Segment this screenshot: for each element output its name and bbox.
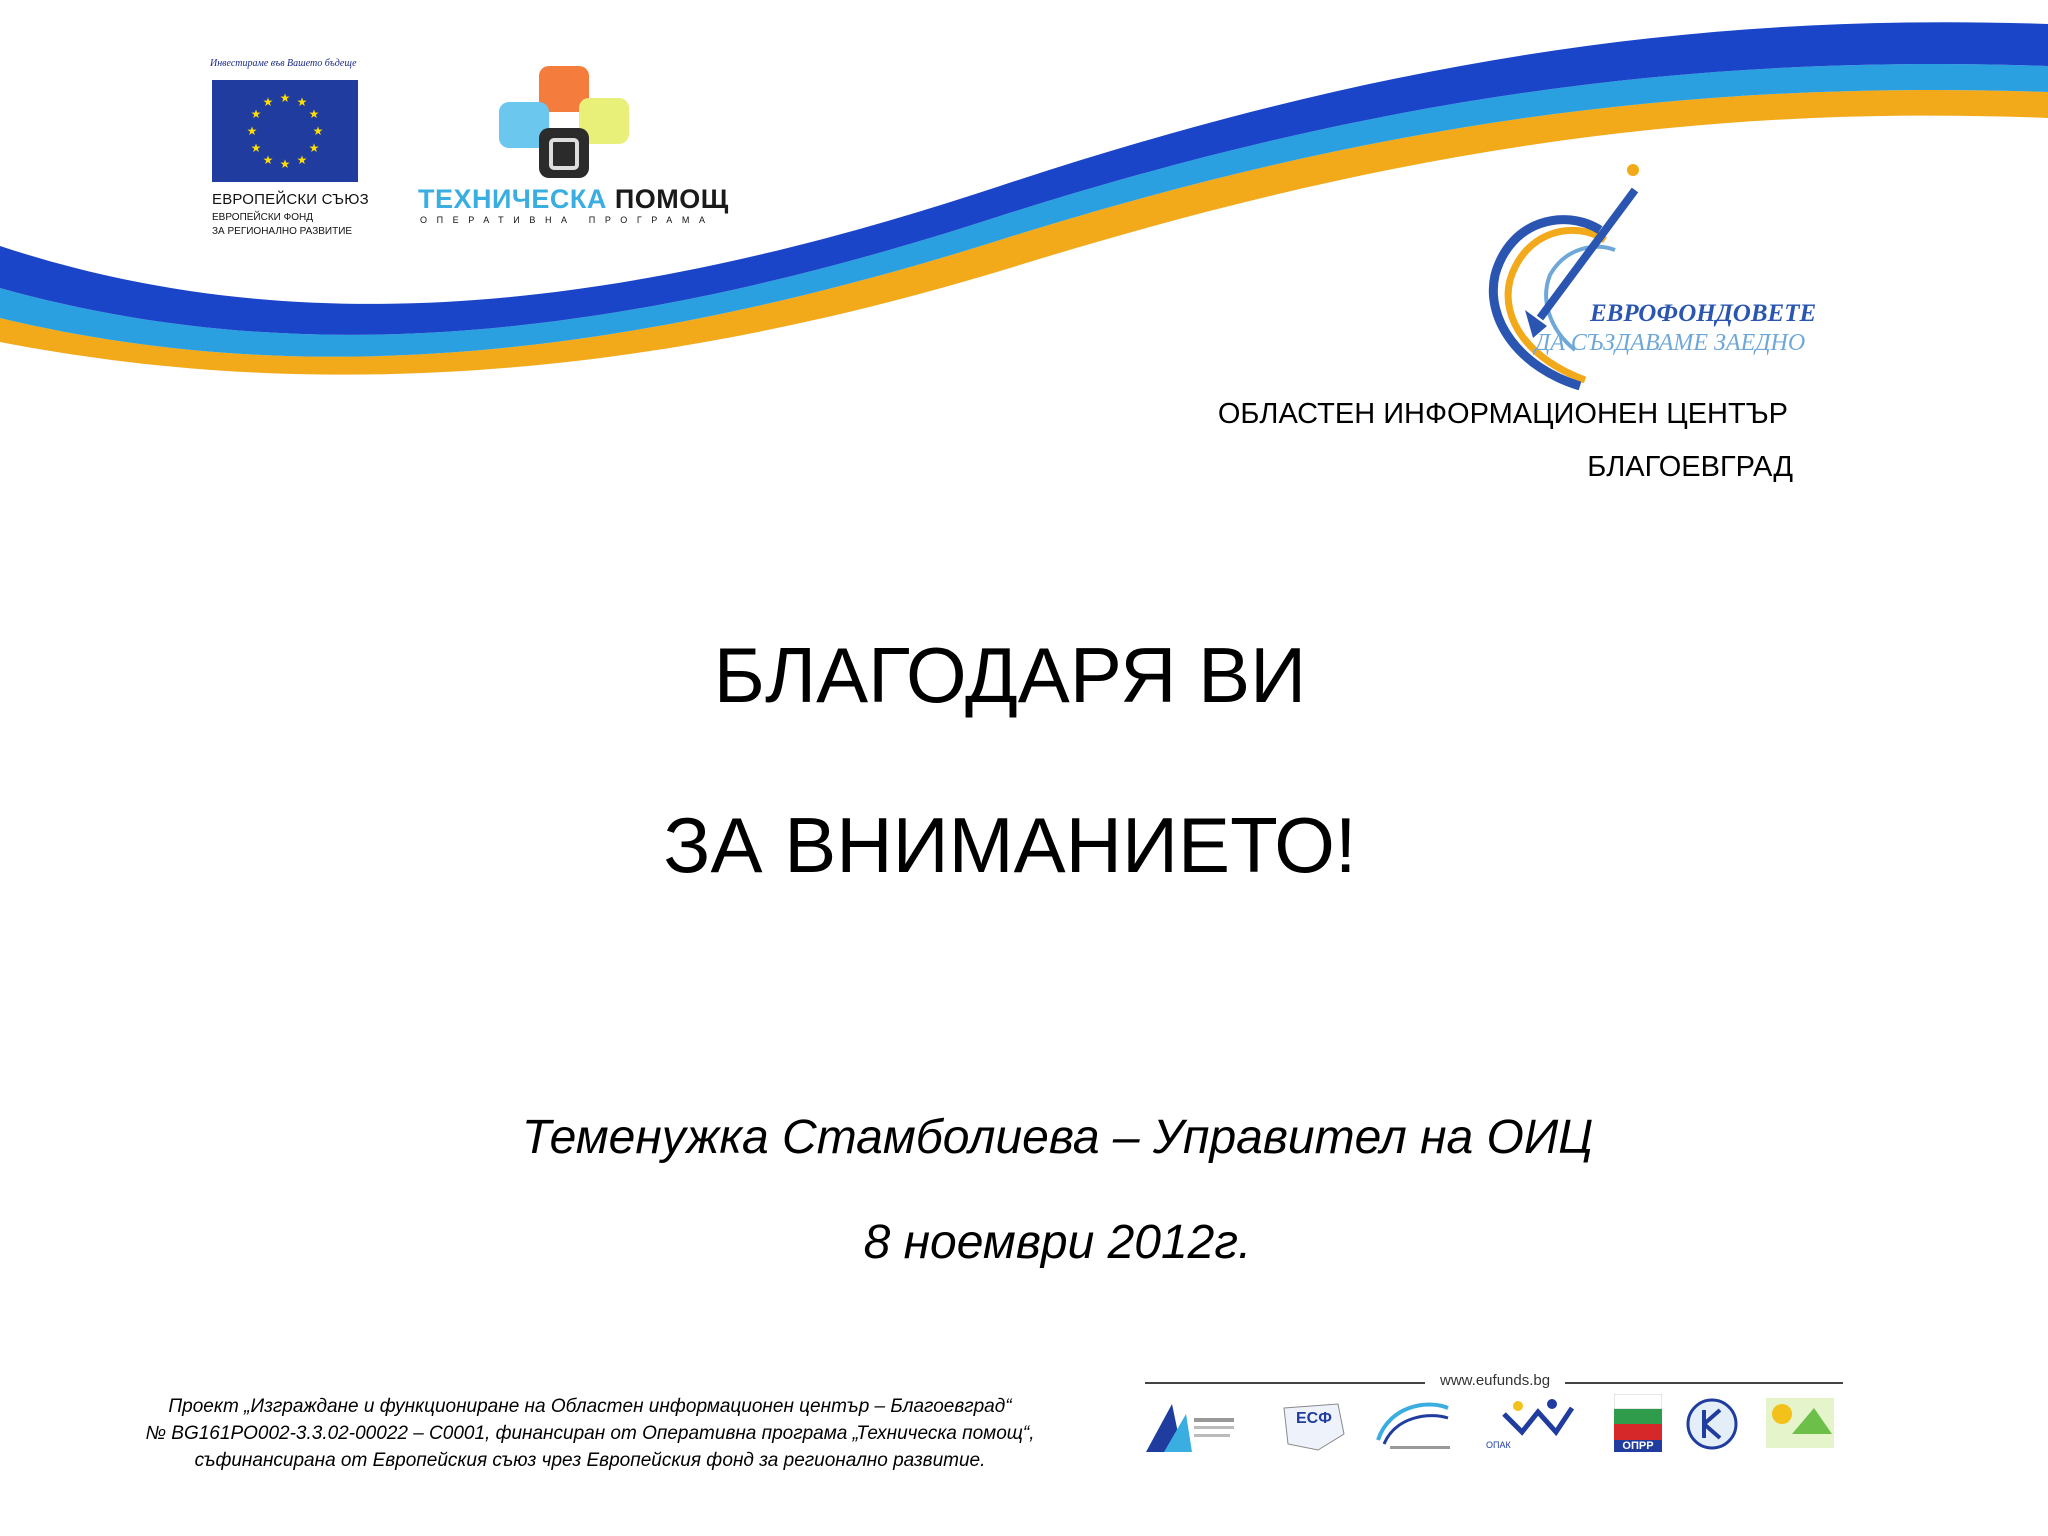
oprr-label: ОПРР bbox=[1614, 1440, 1662, 1452]
thank-you-line2: ЗА ВНИМАНИЕТО! bbox=[663, 801, 1357, 889]
thank-you-line1: БЛАГОДАРЯ ВИ bbox=[713, 631, 1307, 719]
opac-logo bbox=[1480, 1394, 1590, 1456]
eu-logo-name: ЕВРОПЕЙСКИ СЪЮЗ bbox=[212, 191, 369, 208]
technical-assistance-logo-subtitle: ОПЕРАТИВНА ПРОГРАМА bbox=[420, 215, 715, 225]
svg-text:★: ★ bbox=[308, 141, 320, 155]
eu-flag-icon bbox=[212, 80, 358, 182]
tp-name-part1: ТЕХНИЧЕСКА bbox=[418, 184, 607, 214]
footer-divider-right bbox=[1565, 1382, 1843, 1384]
technical-assistance-logo-icon bbox=[495, 64, 635, 184]
footer-project-line2: № BG161PO002-3.3.02-00022 – C0001, финансиран от Оперативна програма „Техническа помощ“, bbox=[145, 1423, 1035, 1444]
organization-city: БЛАГОЕВГРАД bbox=[1587, 451, 1793, 483]
svg-text:★: ★ bbox=[312, 124, 324, 138]
eu-logo-fund-line2: ЗА РЕГИОНАЛНО РАЗВИТИЕ bbox=[212, 226, 353, 237]
eurofunds-logo-line2: ДА СЪЗДАВАМЕ ЗАЕДНО bbox=[1535, 330, 1806, 356]
tp-name-part2: ПОМОЩ bbox=[614, 184, 729, 214]
presentation-date: 8 ноември 2012г. bbox=[863, 1216, 1252, 1269]
svg-text:★: ★ bbox=[250, 141, 262, 155]
svg-text:★: ★ bbox=[262, 95, 274, 109]
opac-figures-icon bbox=[1480, 1394, 1590, 1438]
svg-text:★: ★ bbox=[246, 124, 258, 138]
national-strategic-framework-logo-icon bbox=[1142, 1394, 1238, 1456]
svg-text:★: ★ bbox=[250, 107, 262, 121]
eu-logo-tagline: Инвестираме във Вашето бъдеще bbox=[210, 58, 357, 69]
footer-divider-left bbox=[1145, 1382, 1425, 1384]
esf-label: ЕСФ bbox=[1296, 1410, 1332, 1427]
svg-text:★: ★ bbox=[296, 153, 308, 167]
footer-project-line3: съфинансирана от Европейския съюз чрез Европейския фонд за регионално развитие. bbox=[194, 1450, 986, 1471]
organization-name: ОБЛАСТЕН ИНФОРМАЦИОНЕН ЦЕНТЪР bbox=[1217, 398, 1788, 430]
author-line: Теменужка Стамболиева – Управител на ОИЦ bbox=[521, 1111, 1594, 1164]
svg-text:★: ★ bbox=[308, 107, 320, 121]
eufunds-url: www.eufunds.bg bbox=[1440, 1372, 1551, 1389]
oprr-flag-icon bbox=[1614, 1394, 1662, 1440]
eurofunds-logo-line1: ЕВРОФОНДОВЕТЕ bbox=[1590, 300, 1817, 327]
svg-text:★: ★ bbox=[279, 91, 291, 105]
eu-logo-fund-line1: ЕВРОПЕЙСКИ ФОНД bbox=[212, 212, 314, 223]
competitiveness-programme-logo-icon bbox=[1684, 1394, 1740, 1456]
svg-text:★: ★ bbox=[296, 95, 308, 109]
svg-text:★: ★ bbox=[262, 153, 274, 167]
rural-development-logo-icon bbox=[1762, 1394, 1838, 1456]
operational-programme-logo-icon bbox=[1370, 1394, 1466, 1456]
svg-text:★: ★ bbox=[279, 157, 291, 171]
oprr-logo bbox=[1614, 1394, 1662, 1456]
esf-logo bbox=[1278, 1394, 1348, 1456]
footer-project-line1: Проект „Изграждане и функциониране на Областен информационен център – Благоевград“ bbox=[168, 1396, 1012, 1417]
technical-assistance-logo-name bbox=[418, 184, 729, 215]
opac-label: ОПАК bbox=[1486, 1440, 1511, 1450]
